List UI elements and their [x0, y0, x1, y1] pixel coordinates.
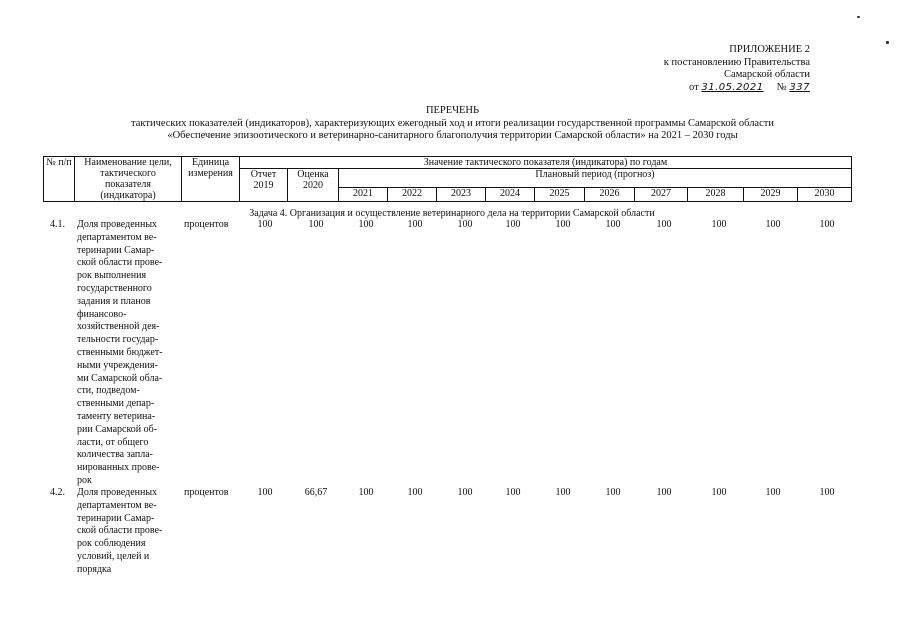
- row-number: 4.2.: [50, 487, 65, 498]
- appendix-date-line: [664, 82, 810, 95]
- year-2026: 2026: [585, 188, 635, 202]
- value-2019: 100: [257, 487, 273, 498]
- year-2030: 2030: [798, 188, 852, 202]
- value-2029: 100: [765, 219, 781, 230]
- value-2020: 66,67: [304, 487, 328, 498]
- scan-speck: [857, 16, 860, 18]
- heading-title: ПЕРЕЧЕНЬ: [425, 105, 480, 116]
- row-unit: процентов: [184, 219, 229, 230]
- col-header-plan-period: Плановый период (прогноз): [339, 169, 852, 188]
- col-header-num: № п/п: [44, 157, 75, 202]
- value-2019: 100: [257, 219, 273, 230]
- value-2025: 100: [555, 219, 571, 230]
- value-2022: 100: [407, 219, 423, 230]
- col-name-line-3: показателя: [104, 179, 152, 190]
- year-2029: 2029: [744, 188, 798, 202]
- value-2022: 100: [407, 487, 423, 498]
- heading-line-1: тактических показателей (индикаторов), характеризующих ежегодный ход и итоги реализации государственной программы Самарской области: [131, 117, 774, 129]
- year-2023: 2023: [437, 188, 486, 202]
- row-indicator-name: Доля проведенных департаментом ве- теринарии Самар- ской области прове- рок соблюдения условий, целей и порядка: [77, 487, 163, 575]
- value-2028: 100: [711, 219, 727, 230]
- handwritten-date: 31.05.2021: [701, 81, 764, 93]
- value-2021: 100: [358, 219, 374, 230]
- row-unit: процентов: [184, 487, 229, 498]
- col-name-line-1: Наименование цели,: [84, 157, 172, 168]
- col-header-report: Отчет 2019: [240, 169, 288, 202]
- value-2025: 100: [555, 487, 571, 498]
- value-2023: 100: [457, 219, 473, 230]
- col-name-line-4: (индикатора): [100, 190, 156, 201]
- value-2024: 100: [505, 219, 521, 230]
- col-header-values: Значение тактического показателя (индикатора) по годам: [240, 157, 852, 169]
- appendix-block: [664, 44, 810, 94]
- value-2021: 100: [358, 487, 374, 498]
- col-header-estimate: Оценка 2020: [288, 169, 339, 202]
- value-2029: 100: [765, 487, 781, 498]
- value-2027: 100: [656, 487, 672, 498]
- appendix-line-1: к постановлению Правительства: [663, 56, 810, 68]
- appendix-title: ПРИЛОЖЕНИЕ 2: [729, 44, 810, 55]
- row-indicator-name: Доля проведенных департаментом ве- теринарии Самар- ской области прове- рок выполнения государственного задания и планов финансово- хозяйственной дея- тельности государ- ственными бюджет- ными учреждения- ми Самарской обла- сти, подведом- ственными депар- таменту ветерина- рии Самарской об- ласти, от общего количества запла- нированных прове- рок: [77, 219, 163, 486]
- appendix-line-2: Самарской области: [724, 69, 810, 80]
- year-2021: 2021: [339, 188, 388, 202]
- scan-speck: [886, 41, 889, 44]
- document-heading: [0, 105, 905, 143]
- year-2024: 2024: [486, 188, 535, 202]
- indicator-table-header: [43, 156, 852, 202]
- value-2028: 100: [711, 487, 727, 498]
- col-header-unit: Единица измерения: [182, 157, 240, 202]
- date-prefix: от: [689, 81, 699, 93]
- year-2022: 2022: [388, 188, 437, 202]
- year-2028: 2028: [688, 188, 744, 202]
- col-header-name: [75, 157, 182, 202]
- value-2030: 100: [819, 219, 835, 230]
- value-2020: 100: [308, 219, 324, 230]
- handwritten-number: 337: [789, 81, 810, 93]
- value-2026: 100: [605, 219, 621, 230]
- number-prefix: №: [776, 81, 787, 93]
- col-name-line-2: тактического: [100, 168, 156, 179]
- year-2027: 2027: [635, 188, 688, 202]
- task-caption: Задача 4. Организация и осуществление ветеринарного дела на территории Самарской области: [249, 208, 655, 219]
- year-2025: 2025: [535, 188, 585, 202]
- row-number: 4.1.: [50, 219, 65, 230]
- value-2024: 100: [505, 487, 521, 498]
- heading-line-2: «Обеспечение эпизоотического и ветеринарно-санитарного благополучия территории Самарской области» на 2021 – 2030 годы: [167, 130, 738, 141]
- value-2027: 100: [656, 219, 672, 230]
- value-2026: 100: [605, 487, 621, 498]
- value-2030: 100: [819, 487, 835, 498]
- value-2023: 100: [457, 487, 473, 498]
